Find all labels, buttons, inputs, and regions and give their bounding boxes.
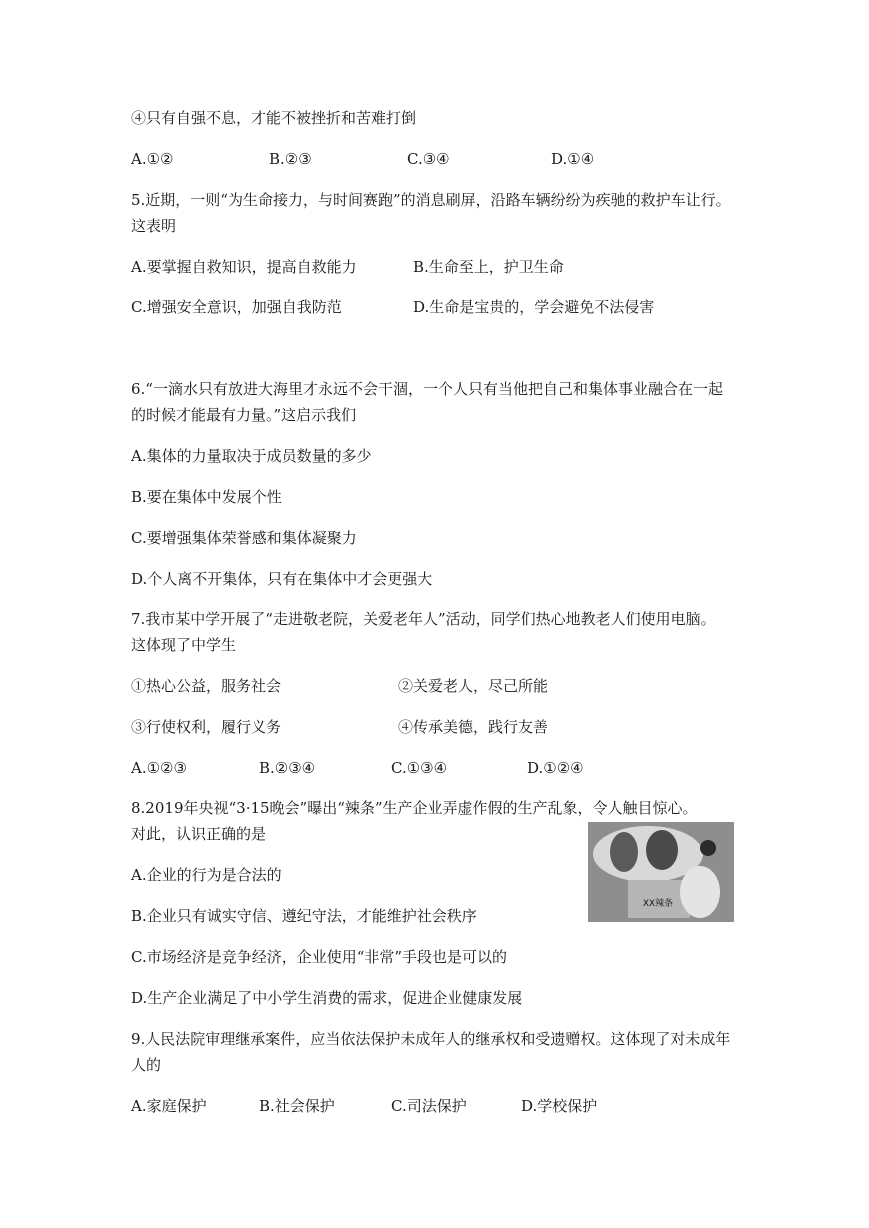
q8-stem-line2: 对此，认识正确的是 xyxy=(131,825,267,843)
q9-option-d: D.学校保护 xyxy=(521,1097,598,1115)
q8-option-b: B.企业只有诚实守信、遵纪守法，才能维护社会秩序 xyxy=(131,907,477,925)
q7-statement-1: ①热心公益，服务社会 xyxy=(131,677,282,695)
q7-statement-4: ④传承美德，践行友善 xyxy=(398,718,549,736)
q8-option-d: D.生产企业满足了中小学生消费的需求，促进企业健康发展 xyxy=(131,989,523,1007)
q6-option-d: D.个人离不开集体，只有在集体中才会更强大 xyxy=(131,570,433,588)
q5-option-d: D.生命是宝贵的，学会避免不法侵害 xyxy=(413,298,655,316)
q7-option-d: D.①②④ xyxy=(527,759,584,777)
cartoon-spark xyxy=(700,840,716,856)
cartoon-person xyxy=(680,866,720,918)
q7-stem-line2: 这体现了中学生 xyxy=(131,636,237,654)
q9-stem-line1: 9.人民法院审理继承案件，应当依法保护未成年人的继承权和受遗赠权。这体现了对未成年 xyxy=(131,1030,731,1048)
q4-option-b: B.②③ xyxy=(269,150,312,168)
q6-option-a: A.集体的力量取决于成员数量的多少 xyxy=(131,447,372,465)
cartoon-label: XX辣条 xyxy=(642,899,674,909)
q7-option-a: A.①②③ xyxy=(131,759,187,777)
q4-option-a: A.①② xyxy=(131,150,174,168)
q7-stem-line1: 7.我市某中学开展了“走进敬老院，关爱老年人”活动，同学们热心地教老人们使用电脑。 xyxy=(131,610,716,628)
q9-option-a: A.家庭保护 xyxy=(131,1097,207,1115)
q5-option-a: A.要掌握自救知识，提高自救能力 xyxy=(131,258,357,276)
q5-option-c: C.增强安全意识，加强自我防范 xyxy=(131,298,342,316)
q5-stem-line1: 5.近期，一则“为生命接力，与时间赛跑”的消息刷屏，沿路车辆纷纷为疾驰的救护车让行。 xyxy=(131,191,731,209)
q6-option-c: C.要增强集体荣誉感和集体凝聚力 xyxy=(131,529,357,547)
q7-option-c: C.①③④ xyxy=(391,759,448,777)
q7-statement-3: ③行使权利，履行义务 xyxy=(131,718,282,736)
q9-option-b: B.社会保护 xyxy=(259,1097,335,1115)
q4-option-d: D.①④ xyxy=(551,150,595,168)
q4-option-c: C.③④ xyxy=(407,150,450,168)
q7-statement-2: ②关爱老人，尽己所能 xyxy=(398,677,549,695)
q8-option-c: C.市场经济是竞争经济，企业使用“非常”手段也是可以的 xyxy=(131,948,508,966)
q6-stem-line2: 的时候才能最有力量。”这启示我们 xyxy=(131,406,357,424)
q9-option-c: C.司法保护 xyxy=(391,1097,467,1115)
q4-statement-4: ④只有自强不息，才能不被挫折和苦难打倒 xyxy=(131,109,417,127)
q9-stem-line2: 人的 xyxy=(131,1056,162,1074)
q6-option-b: B.要在集体中发展个性 xyxy=(131,488,282,506)
q6-stem-line1: 6.“一滴水只有放进大海里才永远不会干涸，一个人只有当他把自己和集体事业融合在一起 xyxy=(131,380,723,398)
q5-stem-line2: 这表明 xyxy=(131,217,177,235)
cartoon-smoke-left xyxy=(610,832,638,872)
q8-stem-line1: 8.2019年央视“3·15晚会”曝出“辣条”生产企业弄虚作假的生产乱象，令人触目惊心。 xyxy=(131,799,698,817)
q8-cartoon-illustration xyxy=(588,822,734,922)
q5-option-b: B.生命至上，护卫生命 xyxy=(413,258,564,276)
q8-option-a: A.企业的行为是合法的 xyxy=(131,866,282,884)
cartoon-smoke-right xyxy=(646,830,678,870)
q7-option-b: B.②③④ xyxy=(259,759,316,777)
